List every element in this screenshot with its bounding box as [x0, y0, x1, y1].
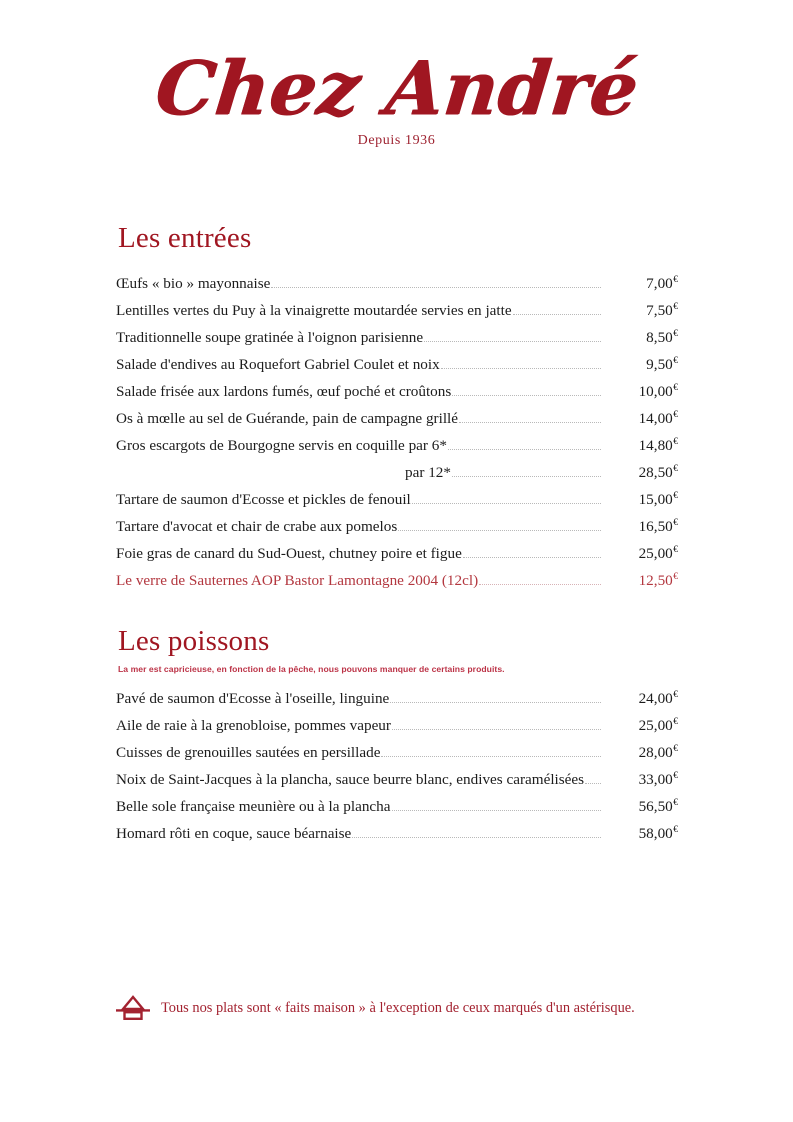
leader-dots: [424, 340, 601, 342]
euro-icon: €: [673, 463, 678, 474]
price-amount: 25,00: [638, 716, 673, 734]
leader-dots: [441, 367, 601, 369]
menu-item-row: [116, 562, 678, 589]
leader-dots: [392, 728, 601, 730]
menu-item-row: [116, 788, 678, 815]
menu-item-row: [116, 373, 678, 400]
leader-dots: [381, 755, 601, 757]
euro-icon: €: [673, 301, 678, 312]
footer-disclaimer-text: Tous nos plats sont « faits maison » à l'exception de ceux marqués d'un astérisque.: [161, 999, 635, 1016]
menu-item-row: [116, 815, 678, 842]
menu-item-name: Foie gras de canard du Sud-Ouest, chutney poire et figue: [116, 544, 462, 562]
leader-dots: [585, 782, 601, 784]
leader-dots: [479, 583, 601, 585]
menu-item-price: [602, 718, 678, 734]
euro-icon: €: [673, 689, 678, 700]
menu-item-list: [116, 680, 678, 842]
menu-item-name: Lentilles vertes du Puy à la vinaigrette moutardée servies en jatte: [116, 301, 512, 319]
menu-section: [116, 625, 678, 842]
menu-item-price: [602, 745, 678, 761]
euro-icon: €: [673, 770, 678, 781]
menu-item-row: [116, 346, 678, 373]
fait-maison-icon: [114, 992, 152, 1024]
leader-dots: [412, 502, 601, 504]
menu-item-name: Pavé de saumon d'Ecosse à l'oseille, linguine: [116, 689, 390, 707]
menu-item-row: [116, 265, 678, 292]
menu-item-row: [116, 680, 678, 707]
leader-dots: [390, 701, 601, 703]
price-amount: 16,50: [638, 517, 673, 535]
menu-item-price: [602, 357, 678, 373]
menu-item-name: Salade frisée aux lardons fumés, œuf poché et croûtons: [116, 382, 452, 400]
menu-item-price: [602, 826, 678, 842]
menu-item-price: [602, 691, 678, 707]
euro-icon: €: [673, 436, 678, 447]
menu-item-price: [602, 276, 678, 292]
euro-icon: €: [673, 382, 678, 393]
menu-item-price: [602, 546, 678, 562]
menu-item-price: [602, 438, 678, 454]
menu-item-name: Gros escargots de Bourgogne servis en coquille par 6*: [116, 436, 447, 454]
menu-item-price: [602, 573, 678, 589]
menu-item-name: Aile de raie à la grenobloise, pommes vapeur: [116, 716, 391, 734]
price-amount: 28,00: [638, 743, 673, 761]
price-amount: 7,50: [646, 301, 673, 319]
euro-icon: €: [673, 409, 678, 420]
menu-item-row: [116, 454, 678, 481]
menu-item-name: Noix de Saint-Jacques à la plancha, sauce beurre blanc, endives caramélisées: [116, 770, 585, 788]
menu-item-price: [602, 384, 678, 400]
menu-header: [0, 0, 793, 149]
leader-dots: [271, 286, 601, 288]
price-amount: 24,00: [638, 689, 673, 707]
euro-icon: €: [673, 571, 678, 582]
menu-item-row: [116, 535, 678, 562]
menu-sections: [116, 222, 678, 842]
euro-icon: €: [673, 743, 678, 754]
menu-item-row: [116, 707, 678, 734]
leader-dots: [352, 836, 601, 838]
leader-dots: [448, 448, 601, 450]
menu-item-name: Tartare de saumon d'Ecosse et pickles de fenouil: [116, 490, 411, 508]
leader-dots: [459, 421, 601, 423]
euro-icon: €: [673, 824, 678, 835]
section-note: La mer est capricieuse, en fonction de la pêche, nous pouvons manquer de certains produits.: [118, 664, 505, 674]
menu-item-price: [602, 411, 678, 427]
menu-item-price: [602, 303, 678, 319]
menu-item-price: [602, 772, 678, 788]
euro-icon: €: [673, 274, 678, 285]
menu-section: [116, 222, 678, 589]
euro-icon: €: [673, 517, 678, 528]
menu-item-row: [116, 319, 678, 346]
menu-item-name: Traditionnelle soupe gratinée à l'oignon parisienne: [116, 328, 424, 346]
menu-item-row: [116, 481, 678, 508]
menu-item-row: [116, 734, 678, 761]
leader-dots: [398, 529, 601, 531]
section-title: Les poissons: [118, 625, 270, 657]
menu-item-name: Os à mœlle au sel de Guérande, pain de campagne grillé: [116, 409, 459, 427]
euro-icon: €: [673, 328, 678, 339]
menu-item-price: [602, 519, 678, 535]
menu-item-list: [116, 265, 678, 589]
price-amount: 33,00: [638, 770, 673, 788]
menu-item-name: Cuisses de grenouilles sautées en persillade: [116, 743, 381, 761]
price-amount: 25,00: [638, 544, 673, 562]
leader-dots: [463, 556, 601, 558]
price-amount: 9,50: [646, 355, 673, 373]
menu-item-row: [116, 508, 678, 535]
menu-item-price: [602, 330, 678, 346]
price-amount: 15,00: [638, 490, 673, 508]
menu-item-price: [602, 492, 678, 508]
price-amount: 10,00: [638, 382, 673, 400]
menu-item-name: par 12*: [405, 463, 451, 481]
menu-item-name: Belle sole française meunière ou à la plancha: [116, 797, 391, 815]
menu-item-name: Œufs « bio » mayonnaise: [116, 274, 271, 292]
menu-item-row: [116, 761, 678, 788]
leader-dots: [392, 809, 601, 811]
euro-icon: €: [673, 355, 678, 366]
menu-item-price: [602, 465, 678, 481]
euro-icon: €: [673, 490, 678, 501]
section-title: Les entrées: [118, 222, 252, 254]
footer-disclaimer: [114, 992, 635, 1024]
price-amount: 56,50: [638, 797, 673, 815]
menu-item-row: [116, 427, 678, 454]
menu-item-price: [602, 799, 678, 815]
euro-icon: €: [673, 797, 678, 808]
restaurant-logo-wordmark: Chez André: [151, 46, 642, 132]
price-amount: 14,00: [638, 409, 673, 427]
leader-dots: [452, 475, 601, 477]
leader-dots: [452, 394, 601, 396]
menu-item-row: [116, 292, 678, 319]
price-amount: 28,50: [638, 463, 673, 481]
leader-dots: [513, 313, 601, 315]
price-amount: 8,50: [646, 328, 673, 346]
menu-item-name: Homard rôti en coque, sauce béarnaise: [116, 824, 352, 842]
euro-icon: €: [673, 716, 678, 727]
price-amount: 12,50: [638, 571, 673, 589]
price-amount: 58,00: [638, 824, 673, 842]
menu-item-name: Le verre de Sauternes AOP Bastor Lamontagne 2004 (12cl): [116, 571, 479, 589]
price-amount: 14,80: [638, 436, 673, 454]
menu-item-name: Salade d'endives au Roquefort Gabriel Coulet et noix: [116, 355, 440, 373]
menu-item-name: Tartare d'avocat et chair de crabe aux pomelos: [116, 517, 398, 535]
restaurant-tagline: Depuis 1936: [357, 133, 436, 149]
euro-icon: €: [673, 544, 678, 555]
menu-item-row: [116, 400, 678, 427]
price-amount: 7,00: [646, 274, 673, 292]
